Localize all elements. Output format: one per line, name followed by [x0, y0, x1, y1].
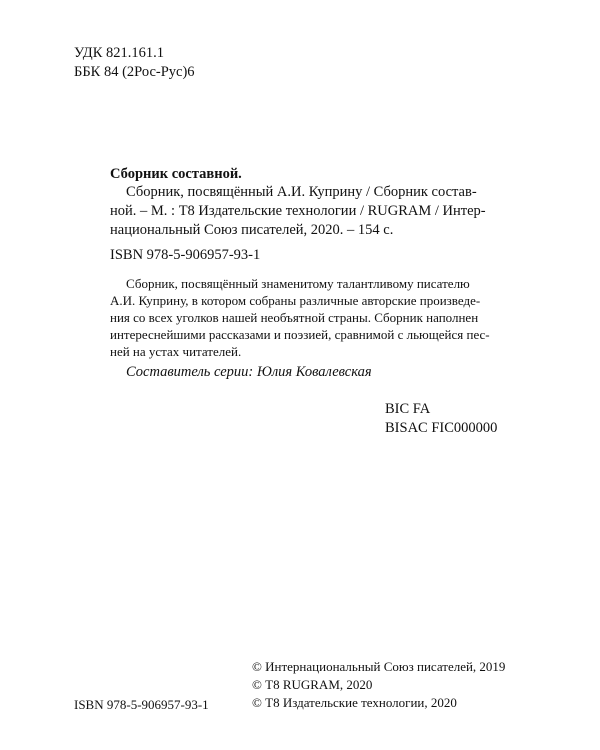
copyright-line: © Т8 Издательские технологии, 2020	[252, 695, 457, 710]
record-line: национальный Союз писателей, 2020. – 154 с.	[110, 222, 394, 238]
footer-isbn: ISBN 978-5-906957-93-1	[74, 697, 209, 712]
record-line: ной. – М. : Т8 Издательские технологии / RUGRAM / Интер-	[110, 203, 486, 219]
isbn: ISBN 978-5-906957-93-1	[110, 247, 261, 263]
annotation-line: Сборник, посвящённый знаменитому талантливому писателю	[126, 276, 470, 291]
bbk-code: ББК 84 (2Рос-Рус)6	[74, 64, 195, 80]
bibliographic-record	[110, 183, 502, 240]
classification-block	[74, 44, 195, 82]
bic-code: BIC FA	[385, 401, 431, 417]
book-title: Сборник составной.	[110, 166, 242, 182]
subject-codes	[385, 400, 497, 438]
bisac-code: BISAC FIC000000	[385, 420, 498, 436]
annotation-line: ния со всех уголков нашей необъятной страны. Сборник наполнен	[110, 310, 479, 325]
annotation-line: ней на устах читателей.	[110, 344, 242, 359]
annotation	[110, 275, 502, 360]
annotation-line: интереснейшими рассказами и поэзией, сравнимой с льющейся пес-	[110, 327, 490, 342]
copyright-line: © Т8 RUGRAM, 2020	[252, 677, 373, 692]
annotation-line: А.И. Куприну, в котором собраны различные авторские произведе-	[110, 293, 481, 308]
copyright-line: © Интернациональный Союз писателей, 2019	[252, 659, 506, 674]
record-line: Сборник, посвящённый А.И. Куприну / Сборник состав-	[126, 184, 477, 200]
copyright-block	[252, 658, 505, 712]
udk-code: УДК 821.161.1	[74, 45, 164, 61]
series-compiler: Составитель серии: Юлия Ковалевская	[126, 364, 372, 380]
